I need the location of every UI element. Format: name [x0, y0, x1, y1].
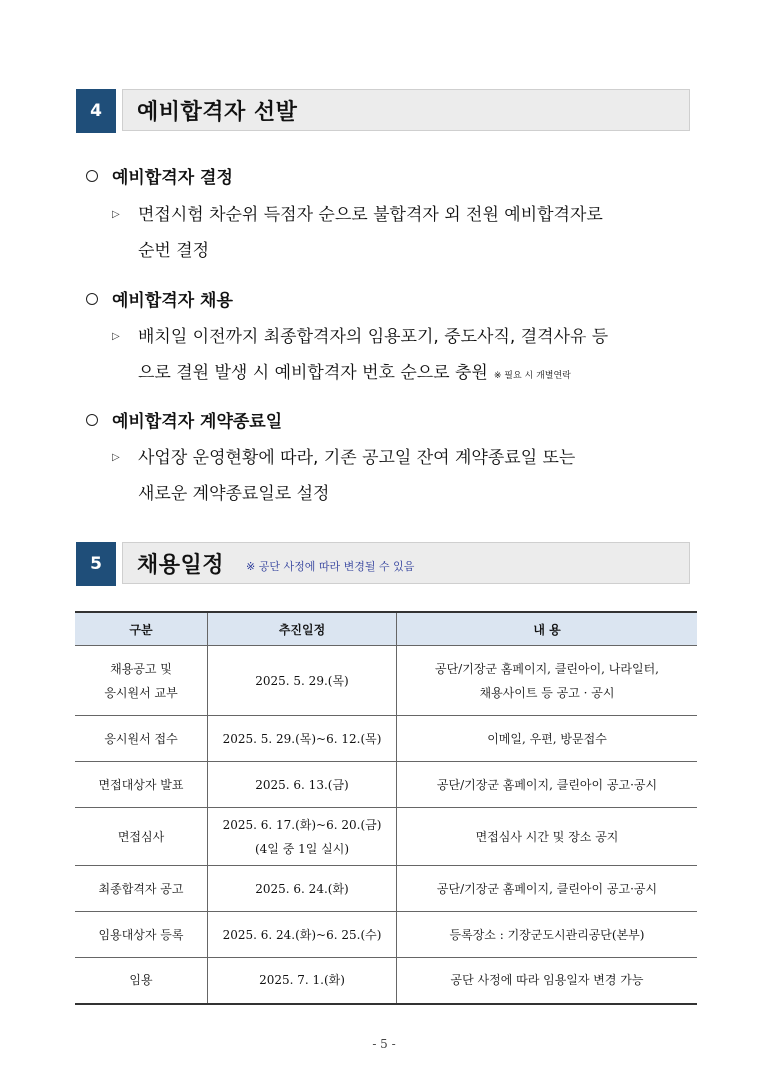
section-number: 4	[76, 89, 116, 133]
table-row	[75, 646, 697, 716]
table-cell-date	[208, 912, 397, 958]
table-row	[75, 958, 697, 1004]
triangle-bullet-icon: ▷	[112, 331, 120, 342]
section-number: 5	[76, 542, 116, 586]
cell-line: 응시원서 교부	[104, 685, 178, 700]
table-cell-cat	[75, 716, 208, 762]
cell-line: 2025. 6. 24.(화)	[255, 881, 349, 896]
table-row	[75, 866, 697, 912]
cell-line: 2025. 5. 29.(목)	[255, 673, 349, 688]
table-cell-content	[397, 958, 698, 1004]
table-cell-date	[208, 958, 397, 1004]
section-note: ※ 공단 사정에 따라 변경될 수 있음	[246, 560, 415, 573]
table-cell-date	[208, 808, 397, 866]
cell-line: 공단/기장군 홈페이지, 클린아이 공고·공시	[436, 777, 658, 792]
page-number: - 5 -	[372, 1037, 396, 1051]
cell-line: 면접심사	[117, 829, 165, 844]
triangle-bullet-icon: ▷	[112, 209, 120, 220]
circle-bullet-icon	[86, 170, 98, 182]
cell-line: 공단/기장군 홈페이지, 클린아이, 나라일터,	[435, 661, 659, 676]
cell-line: 2025. 7. 1.(화)	[259, 973, 345, 988]
table-cell-cat	[75, 808, 208, 866]
item-detail: ▷ 면접시험 차순위 득점자 순으로 불합격자 외 전원 예비합격자로 순번 결정	[112, 197, 702, 269]
table-cell-cat	[75, 912, 208, 958]
circle-bullet-icon	[86, 293, 98, 305]
item-heading: 예비합격자 결정	[86, 163, 233, 188]
table-cell-cat	[75, 958, 208, 1004]
section-title: 채용일정	[137, 552, 225, 578]
table-row	[75, 808, 697, 866]
footnote: ※ 필요 시 개별연락	[493, 371, 571, 381]
table-cell-cat	[75, 762, 208, 808]
table-cell-content	[397, 912, 698, 958]
cell-line: 공단 사정에 따라 임용일자 변경 가능	[450, 973, 644, 988]
table-cell-date	[208, 866, 397, 912]
cell-line: 이메일, 우편, 방문접수	[487, 731, 607, 746]
item-detail: ▷ 배치일 이전까지 최종합격자의 임용포기, 중도사직, 결격사유 등 으로 결원 발생 시 예비합격자 번호 순으로 충원 ※ 필요 시 개별연락	[112, 319, 702, 394]
table-cell-content	[397, 716, 698, 762]
table-cell-cat	[75, 646, 208, 716]
column-header: 구분	[75, 612, 208, 646]
table-cell-cat	[75, 866, 208, 912]
cell-line: 2025. 6. 13.(금)	[255, 777, 349, 792]
table-cell-date	[208, 646, 397, 716]
item-heading: 예비합격자 채용	[86, 286, 233, 311]
table-cell-date	[208, 762, 397, 808]
cell-line: 임용대상자 등록	[98, 927, 184, 942]
table-row	[75, 762, 697, 808]
cell-line: 면접대상자 발표	[98, 777, 184, 792]
section-4-header	[76, 89, 298, 133]
table-cell-content	[397, 646, 698, 716]
cell-line: 2025. 5. 29.(목)~6. 12.(목)	[222, 731, 382, 746]
item-heading: 예비합격자 계약종료일	[86, 407, 282, 432]
cell-line: 채용공고 및	[110, 661, 172, 676]
column-header: 추진일정	[208, 612, 397, 646]
cell-line: 2025. 6. 17.(화)~6. 20.(금)	[222, 817, 382, 832]
table-row	[75, 912, 697, 958]
section-title-box	[122, 89, 690, 131]
column-header: 내 용	[397, 612, 698, 646]
table-cell-content	[397, 762, 698, 808]
cell-line: 면접심사 시간 및 장소 공지	[475, 829, 619, 844]
table-row	[75, 716, 697, 762]
section-title-box	[122, 542, 690, 584]
section-5-header	[76, 542, 415, 586]
circle-bullet-icon	[86, 414, 98, 426]
table-cell-date	[208, 716, 397, 762]
triangle-bullet-icon: ▷	[112, 452, 120, 463]
cell-line: 2025. 6. 24.(화)~6. 25.(수)	[222, 927, 382, 942]
schedule-table	[75, 611, 697, 1005]
cell-line: 최종합격자 공고	[98, 881, 184, 896]
cell-line: 공단/기장군 홈페이지, 클린아이 공고·공시	[436, 881, 658, 896]
table-header-row	[75, 612, 697, 646]
table-cell-content	[397, 808, 698, 866]
cell-line: 임용	[129, 973, 153, 988]
cell-line: 응시원서 접수	[104, 731, 178, 746]
cell-line: (4일 중 1일 실시)	[254, 841, 350, 856]
cell-line: 채용사이트 등 공고 · 공시	[479, 685, 615, 700]
section-title: 예비합격자 선발	[137, 99, 298, 125]
cell-line: 등록장소 : 기장군도시관리공단(본부)	[449, 927, 645, 942]
table-cell-content	[397, 866, 698, 912]
item-detail: ▷ 사업장 운영현황에 따라, 기존 공고일 잔여 계약종료일 또는 새로운 계약종료일로 설정	[112, 440, 702, 512]
